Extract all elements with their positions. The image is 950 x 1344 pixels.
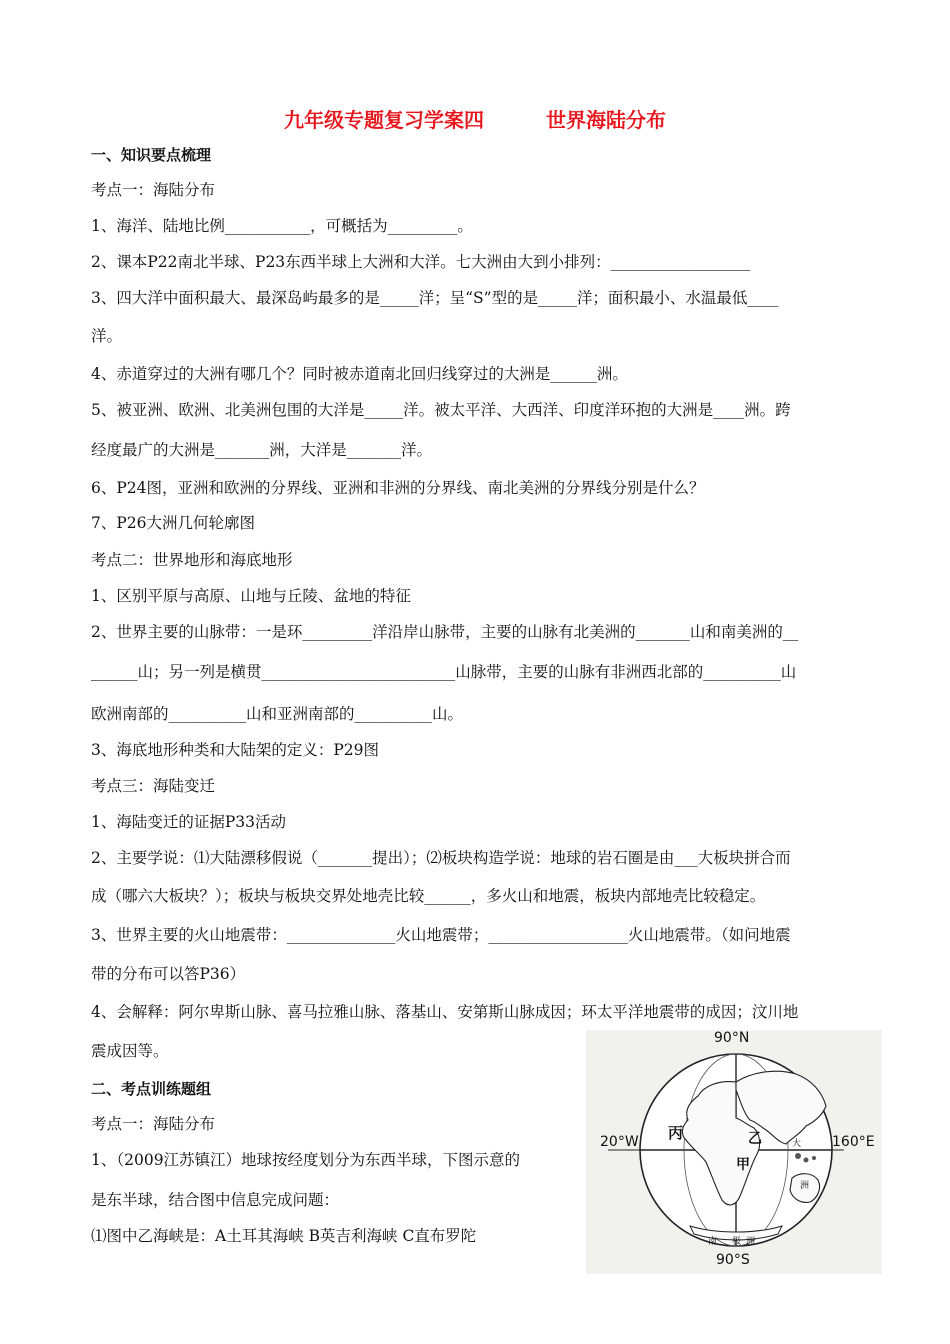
- north-label: 90°N: [714, 1030, 750, 1046]
- topic-heading: 考点一：海陆分布: [91, 1115, 216, 1133]
- question-line: 是东半球，结合图中信息完成问题：: [91, 1191, 340, 1209]
- island-mark: [804, 1158, 809, 1163]
- question-line: 1、海洋、陆地比例___________，可概括为_________。: [91, 217, 473, 235]
- question-line: 7、P26大洲几何轮廓图: [91, 514, 256, 532]
- label-ji: 极: [732, 1237, 742, 1247]
- label-yi: 乙: [748, 1131, 762, 1147]
- title-part-1: 九年级专题复习学案四: [284, 108, 484, 132]
- west-label: 20°W: [600, 1134, 639, 1150]
- question-line: 6、P24图，亚洲和欧洲的分界线、亚洲和非洲的分界线、南北美洲的分界线分别是什么？: [91, 479, 705, 497]
- question-line: 震成因等。: [91, 1042, 169, 1060]
- east-label: 160°E: [832, 1134, 875, 1150]
- section-heading-2: 二、考点训练题组: [91, 1080, 212, 1098]
- question-line: 3、四大洋中面积最大、最深岛屿最多的是_____洋；呈“S”型的是_____洋；面积最小、水温最低____: [91, 289, 779, 307]
- question-line: 2、主要学说：⑴大陆漂移假说（_______提出）；⑵板块构造学说：地球的岩石圈是由___大板块拼合而: [91, 849, 791, 867]
- topic-heading: 考点三：海陆变迁: [91, 777, 216, 795]
- label-zhou: 洲: [800, 1181, 810, 1191]
- question-line: 2、世界主要的山脉带：一是环_________洋沿岸山脉带，主要的山脉有北美洲的_______山和南美洲的__: [91, 623, 799, 641]
- question-line: 3、海底地形种类和大陆架的定义：P29图: [91, 741, 380, 759]
- question-line: ______山；另一列是横贯_________________________山脉带，主要的山脉有非洲西北部的__________山: [91, 663, 797, 681]
- question-line: 1、区别平原与高原、山地与丘陵、盆地的特征: [91, 587, 411, 605]
- label-da: 大: [792, 1139, 802, 1149]
- topic-heading: 考点一：海陆分布: [91, 181, 216, 199]
- island-mark: [812, 1156, 816, 1160]
- label-zhou-2: 洲: [746, 1237, 756, 1247]
- question-line: 4、赤道穿过的大洲有哪几个？同时被赤道南北回归线穿过的大洲是______洲。: [91, 365, 628, 383]
- question-line: ⑴图中乙海峡是：A土耳其海峡 B英吉利海峡 C直布罗陀: [91, 1227, 477, 1245]
- label-jia: 甲: [736, 1157, 750, 1173]
- question-line: 3、世界主要的火山地震带：______________火山地震带；__________________火山地震带。（如问地震: [91, 926, 791, 944]
- question-line: 1、（2009江苏镇江）地球按经度划分为东西半球，下图示意的: [91, 1151, 521, 1169]
- question-line: 洋。: [91, 327, 123, 345]
- question-line: 1、海陆变迁的证据P33活动: [91, 813, 287, 831]
- page-title: [0, 104, 950, 133]
- question-line: 2、课本P22南北半球、P23东西半球上大洲和大洋。七大洲由大到小排列：__________________: [91, 253, 751, 271]
- question-line: 4、会解释：阿尔卑斯山脉、喜马拉雅山脉、落基山、安第斯山脉成因；环太平洋地震带的成因；汶川地: [91, 1003, 799, 1021]
- label-bing: 丙: [668, 1124, 684, 1142]
- question-line: 欧洲南部的__________山和亚洲南部的__________山。: [91, 705, 464, 723]
- question-line: 成（哪六大板块？）；板块与板块交界处地壳比较______，多火山和地震，板块内部地壳比较稳定。: [91, 887, 766, 905]
- eastern-hemisphere-map: [586, 1030, 882, 1274]
- south-label: 90°S: [716, 1252, 750, 1268]
- topic-heading: 考点二：世界地形和海底地形: [91, 551, 293, 569]
- question-line: 带的分布可以答P36）: [91, 965, 246, 983]
- title-part-2: 世界海陆分布: [546, 108, 666, 132]
- section-heading-1: 一、知识要点梳理: [91, 146, 212, 164]
- question-line: 5、被亚洲、欧洲、北美洲包围的大洋是_____洋。被太平洋、大西洋、印度洋环抱的大洲是____洲。跨: [91, 401, 791, 419]
- island-mark: [795, 1153, 801, 1159]
- label-nan: 南: [708, 1237, 718, 1247]
- question-line: 经度最广的大洲是_______洲，大洋是_______洋。: [91, 441, 433, 459]
